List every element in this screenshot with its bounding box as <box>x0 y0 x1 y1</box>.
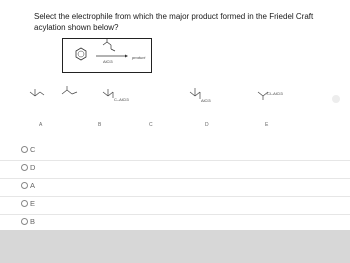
choice-letter-b: B <box>98 122 102 128</box>
product-label: product <box>132 55 146 60</box>
structure-c-label: C–AlCl3 <box>114 97 129 102</box>
bottom-bar <box>0 230 350 263</box>
option-label-e: E <box>30 199 36 208</box>
question-text: Select the electrophile from which the major product formed in the Friedel Craft acylation shown below? <box>34 12 314 32</box>
radio-option-b[interactable] <box>21 218 28 225</box>
structure-a <box>30 89 44 96</box>
option-row-d[interactable] <box>0 160 350 179</box>
option-row-c[interactable] <box>0 142 350 161</box>
reagent-label: AlCl3 <box>103 59 113 64</box>
choice-structures <box>0 80 350 130</box>
choice-letter-d: D <box>205 122 209 128</box>
choice-letter-a: A <box>39 122 43 128</box>
radio-option-a[interactable] <box>21 182 28 189</box>
radio-option-d[interactable] <box>21 164 28 171</box>
option-label-d: D <box>30 163 36 172</box>
option-row-e[interactable] <box>0 196 350 215</box>
choice-letter-e: E <box>265 122 269 128</box>
radio-option-e[interactable] <box>21 200 28 207</box>
benzene-ring <box>76 48 86 60</box>
option-row-a[interactable] <box>0 178 350 197</box>
structure-b <box>62 86 77 94</box>
radio-option-c[interactable] <box>21 146 28 153</box>
option-label-b: B <box>30 217 36 226</box>
scroll-indicator[interactable] <box>332 95 340 103</box>
choice-letter-c: C <box>149 122 153 128</box>
structure-d <box>190 88 211 103</box>
structure-c <box>103 89 129 102</box>
option-label-a: A <box>30 181 36 190</box>
structure-e <box>258 91 283 100</box>
option-label-c: C <box>30 145 36 154</box>
structure-e-label: :Cl–AlCl3 <box>266 91 283 96</box>
structure-d-label: AlCl3 <box>201 98 211 103</box>
